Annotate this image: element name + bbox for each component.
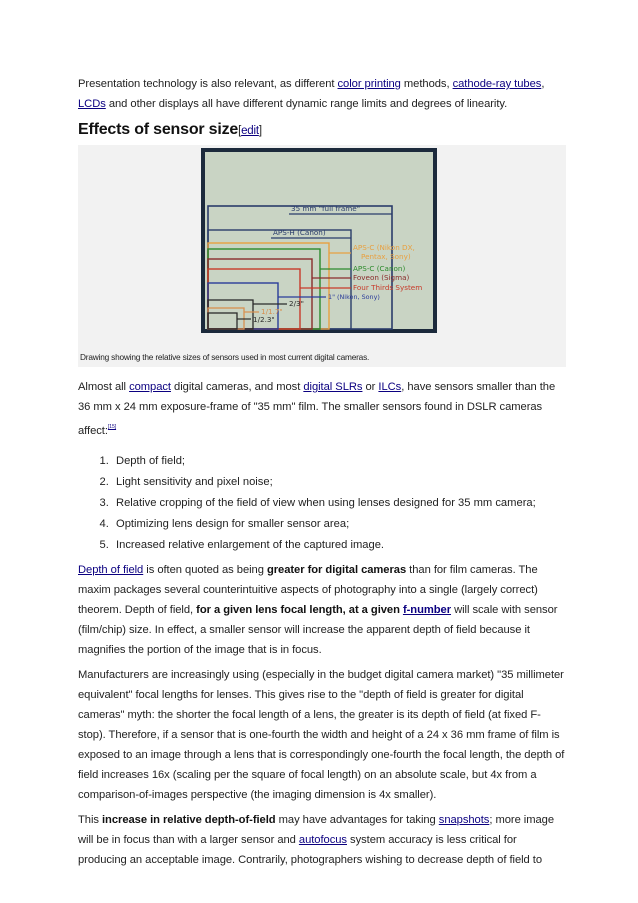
para4-text-3: ; more image will be in focus than with a larger sensor and	[78, 814, 555, 846]
link-lcds[interactable]: LCDs	[78, 98, 106, 110]
list-item: 4. Optimizing lens design for smaller sensor area;	[112, 514, 566, 535]
para2-text-1: is often quoted as being	[143, 564, 267, 576]
link-f-number[interactable]: f-number	[402, 604, 452, 616]
intro-text-2: methods,	[400, 78, 453, 90]
para4-bold-1: increase in relative depth-of-field	[102, 814, 276, 826]
edit-link[interactable]: edit	[241, 125, 259, 137]
edit-bracket-open: [	[238, 125, 242, 137]
diagram-background	[205, 152, 433, 329]
figure-caption: Drawing showing the relative sizes of sensors used in most current digital cameras.	[80, 352, 370, 362]
label-foveon: Foveon (Sigma)	[353, 273, 410, 282]
intro-text-4: and other displays all have different dynamic range limits and degrees of linearity.	[105, 98, 508, 110]
label-aps-c-nikon-line2: Pentax, Sony)	[361, 252, 411, 261]
link-cathode-ray-tubes[interactable]: cathode-ray tubes	[452, 78, 542, 90]
para2-bold-2: for a given lens focal length, at a given	[196, 604, 403, 616]
edit-section	[238, 125, 262, 137]
link-depth-of-field[interactable]: Depth of field	[78, 564, 144, 576]
para2-text-3: will scale with sensor (film/chip) size. In effect, a smaller sensor will increase the apparent depth of field because it magnifies the portion of the image that is in focus.	[78, 604, 558, 656]
list-item: 5. Increased relative enlargement of the captured image.	[112, 535, 566, 556]
label-one-inch: 1" (Nikon, Sony)	[328, 293, 380, 301]
para4-text-1: This	[78, 814, 102, 826]
link-ilcs[interactable]: ILCs	[378, 381, 402, 393]
sensor-size-figure	[78, 145, 566, 367]
label-aps-c-canon: APS-C (Canon)	[353, 264, 406, 273]
list-item: 2. Light sensitivity and pixel noise;	[112, 472, 566, 493]
article-body	[78, 74, 566, 875]
intro-text-1: Presentation technology is also relevant, as different	[78, 78, 338, 90]
label-one-1-7: 1/1.7"	[261, 307, 283, 316]
para2-text-2: than for film cameras. The maxim packages several counterintuitive aspects of photography into a single (largely correct) theorem. Depth of field,	[78, 564, 538, 616]
label-aps-h: APS-H (Canon)	[273, 228, 326, 237]
effects-list	[78, 451, 566, 556]
list-item: 3. Relative cropping of the field of view when using lenses designed for 35 mm camera;	[112, 493, 566, 514]
paragraph-relative-depth	[78, 810, 566, 870]
edit-bracket-close: ]	[258, 125, 262, 137]
intro-paragraph	[78, 74, 566, 114]
para4-text-2: may have advantages for taking	[275, 814, 439, 826]
paragraph-depth-of-field	[78, 560, 566, 660]
label-two-thirds: 2/3"	[289, 299, 304, 308]
para1-text-4: , have sensors smaller than the 36 mm x 24 mm exposure-frame of "35 mm" film. The smaller sensors found in DSLR cameras affect:	[78, 381, 556, 437]
list-item: 1. Depth of field;	[112, 451, 566, 472]
section-heading	[78, 119, 566, 142]
link-autofocus[interactable]: autofocus	[298, 834, 347, 846]
link-snapshots[interactable]: snapshots	[438, 814, 490, 826]
link-color-printing[interactable]: color printing	[337, 78, 401, 90]
paragraph-manufacturers: Manufacturers are increasingly using (especially in the budget digital camera market) "35 millimeter equivalent" focal lengths for lenses. This gives rise to the "depth of field is greater for digital cameras" myth: the shorter the focal length of a lens, the greater is its depth of field (at fixed F-stop). Therefore, if a sensor that is one-fourth the width and height of a 24 x 36 mm frame of film is exposed to an image through a lens that is correspondingly one-fourth the focal length, the depth of field increases 16x (scaling per the square of focal length) on an absolute scale, but 4x from a comparison-of-images perspective (the imaging dimension is 4x smaller).	[78, 669, 565, 801]
link-digital-slrs[interactable]: digital SLRs	[303, 381, 363, 393]
link-compact[interactable]: compact	[129, 381, 171, 393]
label-aps-c-nikon-line1: APS-C (Nikon DX,	[353, 243, 415, 252]
para1-text-3: or	[362, 381, 379, 393]
reference-15[interactable]: [15]	[107, 424, 117, 430]
label-full-frame: 35 mm "full frame"	[291, 204, 361, 213]
label-one-2-3: 1/2.3"	[253, 315, 275, 324]
para1-text-1: Almost all	[78, 381, 130, 393]
intro-text-3: ,	[541, 78, 545, 90]
section-title: Effects of sensor size	[78, 121, 239, 138]
para2-bold-1: greater for digital cameras	[266, 564, 407, 576]
sensor-size-diagram	[201, 148, 437, 333]
label-four-thirds: Four Thirds System	[353, 283, 423, 292]
para1-text-2: digital cameras, and most	[171, 381, 304, 393]
para4-text-4: system accuracy is less critical for producing an acceptable image. Contrarily, photographers wishing to decrease depth of field to	[78, 834, 543, 866]
paragraph-sensor-sizes	[78, 377, 566, 441]
